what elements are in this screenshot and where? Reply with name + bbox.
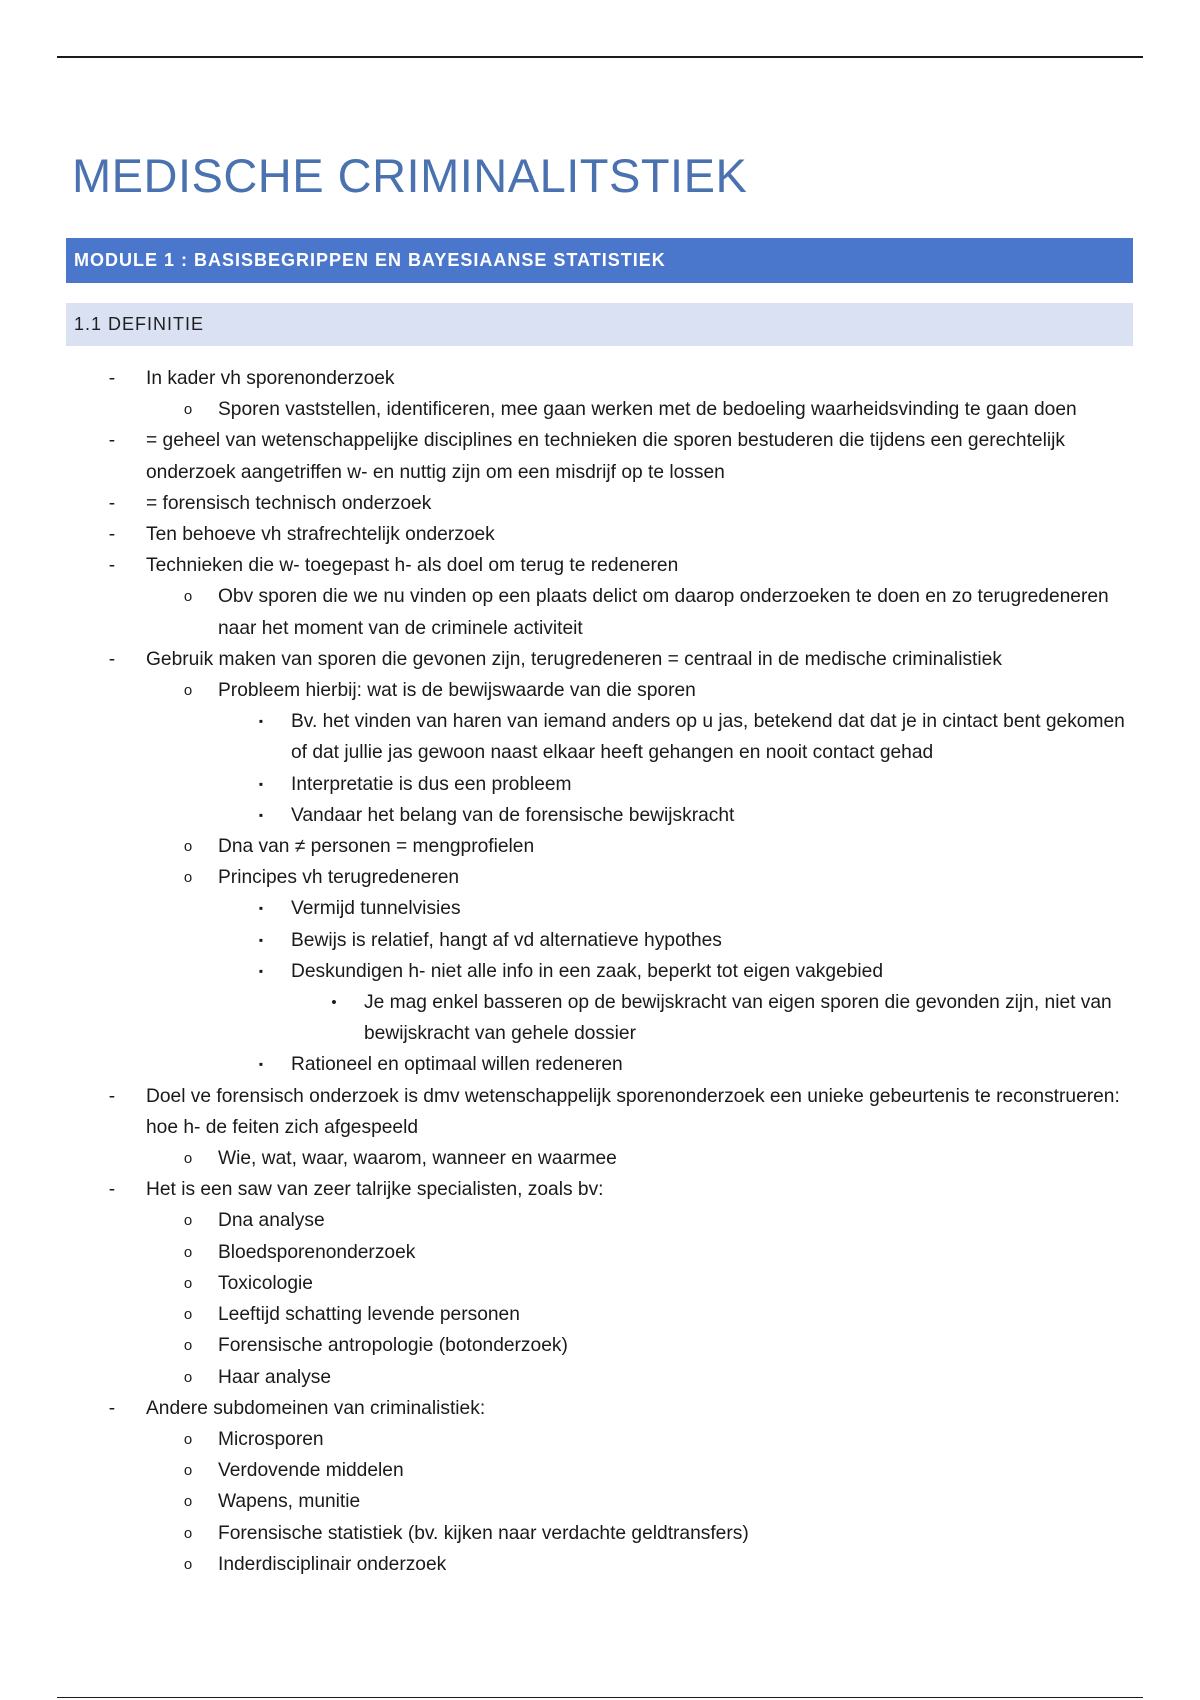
bullet-marker: o	[183, 1524, 193, 1542]
bullet-marker: o	[183, 1368, 193, 1386]
list-item	[0, 644, 1200, 675]
list-item	[0, 862, 1200, 893]
list-item	[0, 1455, 1200, 1486]
bullet-marker: -	[108, 1397, 116, 1419]
module-heading: MODULE 1 : BASISBEGRIPPEN EN BAYESIAANSE STATISTIEK	[66, 238, 1133, 283]
bullet-marker: •	[331, 994, 337, 1012]
bullet-marker: -	[108, 430, 116, 452]
list-item	[0, 394, 1200, 425]
bullet-marker: o	[183, 1243, 193, 1261]
bullet-marker: ▪	[258, 714, 264, 729]
list-item-text: Dna analyse	[218, 1210, 325, 1232]
bullet-marker: -	[108, 492, 116, 514]
bullet-marker: ▪	[258, 932, 264, 947]
list-item-text: Rationeel en optimaal willen redeneren	[291, 1054, 623, 1076]
list-item-text: Bv. het vinden van haren van iemand anders op u jas, betekend dat dat je in cintact bent gekomen of dat jullie jas gewoon naast elkaar heeft gehangen en nooit contact gehad	[291, 711, 1125, 764]
bullet-marker: -	[108, 555, 116, 577]
bullet-marker: ▪	[258, 776, 264, 791]
bullet-marker: o	[183, 1150, 193, 1168]
list-item-text: Je mag enkel basseren op de bewijskracht van eigen sporen die gevonden zijn, niet van bewijskracht van gehele dossier	[364, 992, 1112, 1045]
list-item	[0, 363, 1200, 394]
list-item	[0, 925, 1200, 956]
list-item-text: Obv sporen die we nu vinden op een plaats delict om daarop onderzoeken te doen en zo terugredeneren naar het moment van de criminele activiteit	[218, 586, 1109, 639]
bottom-rule	[57, 1697, 1143, 1698]
bullet-marker: o	[183, 1212, 193, 1230]
list-item	[0, 1518, 1200, 1549]
list-item-text: Deskundigen h- niet alle info in een zaak, beperkt tot eigen vakgebied	[291, 960, 884, 982]
list-item	[0, 1174, 1200, 1205]
bullet-marker: o	[183, 1337, 193, 1355]
list-item-text: = forensisch technisch onderzoek	[146, 492, 432, 514]
list-item	[0, 1205, 1200, 1236]
bullet-marker: o	[183, 1430, 193, 1448]
list-item-text: Microsporen	[218, 1428, 324, 1450]
bullet-marker: o	[183, 1306, 193, 1324]
list-item-text: Haar analyse	[218, 1366, 332, 1388]
list-item-text: Interpretatie is dus een probleem	[291, 773, 572, 795]
section-heading: 1.1 DEFINITIE	[66, 303, 1133, 346]
list-item	[0, 831, 1200, 862]
bullet-list	[0, 363, 1200, 1580]
list-item-text: = geheel van wetenschappelijke disciplines en technieken die sporen bestuderen die tijdens een gerechtelijk onderzoek aangetriffen w- en nuttig zijn om een misdrijf op te lossen	[146, 430, 1065, 483]
bullet-marker: o	[183, 838, 193, 856]
list-item	[0, 488, 1200, 519]
list-item-text: Het is een saw van zeer talrijke specialisten, zoals bv:	[146, 1179, 604, 1201]
list-item-text: Vandaar het belang van de forensische bewijskracht	[291, 804, 735, 826]
list-item-text: Forensische statistiek (bv. kijken naar verdachte geldtransfers)	[218, 1522, 749, 1544]
list-item	[0, 893, 1200, 924]
list-item-text: Technieken die w- toegepast h- als doel om terug te redeneren	[146, 555, 679, 577]
bullet-marker: o	[183, 1274, 193, 1292]
list-item	[0, 1081, 1200, 1143]
bullet-marker: o	[183, 1462, 193, 1480]
list-item	[0, 1330, 1200, 1361]
document-title: MEDISCHE CRIMINALITSTIEK	[72, 149, 748, 202]
bullet-marker: o	[183, 682, 193, 700]
list-item	[0, 425, 1200, 487]
bullet-marker: ▪	[258, 1057, 264, 1072]
list-item-text: In kader vh sporenonderzoek	[146, 368, 395, 389]
bullet-marker: o	[183, 588, 193, 606]
list-item	[0, 1268, 1200, 1299]
bullet-marker: -	[108, 648, 116, 670]
list-item	[0, 1424, 1200, 1455]
bullet-marker: ▪	[258, 963, 264, 978]
list-item	[0, 1549, 1200, 1580]
bullet-marker: o	[183, 401, 193, 419]
list-item-text: Vermijd tunnelvisies	[291, 898, 461, 920]
list-item-text: Gebruik maken van sporen die gevonen zijn, terugredeneren = centraal in de medische criminalistiek	[146, 648, 1002, 670]
bullet-marker: -	[108, 368, 116, 389]
list-item-text: Sporen vaststellen, identificeren, mee gaan werken met de bedoeling waarheidsvinding te gaan doen	[218, 399, 1077, 421]
list-item	[0, 1237, 1200, 1268]
list-item	[0, 519, 1200, 550]
list-item-text: Andere subdomeinen van criminalistiek:	[146, 1397, 486, 1419]
list-item	[0, 800, 1200, 831]
list-item-text: Toxicologie	[218, 1272, 313, 1294]
list-item-text: Inderdisciplinair onderzoek	[218, 1553, 447, 1575]
list-item-text: Probleem hierbij: wat is de bewijswaarde van die sporen	[218, 680, 696, 702]
list-item-text: Leeftijd schatting levende personen	[218, 1304, 520, 1326]
bullet-marker: o	[183, 1555, 193, 1573]
list-item-text: Bloedsporenonderzoek	[218, 1241, 416, 1263]
list-item-text: Wie, wat, waar, waarom, wanneer en waarmee	[218, 1148, 617, 1170]
list-item	[0, 1362, 1200, 1393]
list-item-text: Verdovende middelen	[218, 1460, 404, 1482]
bullet-marker: o	[183, 1493, 193, 1511]
top-rule	[57, 56, 1143, 58]
list-item	[0, 1299, 1200, 1330]
bullet-marker: ▪	[258, 901, 264, 916]
list-item-text: Forensische antropologie (botonderzoek)	[218, 1335, 568, 1357]
list-item	[0, 706, 1200, 768]
list-item	[0, 1393, 1200, 1424]
list-item-text: Ten behoeve vh strafrechtelijk onderzoek	[146, 524, 495, 546]
list-item	[0, 1049, 1200, 1080]
bullet-marker: -	[108, 524, 116, 546]
list-item-text: Wapens, munitie	[218, 1491, 361, 1513]
list-item-text: Doel ve forensisch onderzoek is dmv wetenschappelijk sporenonderzoek een unieke gebeurtenis te reconstrueren: hoe h- de feiten zich afgespeeld	[146, 1085, 1120, 1138]
list-item	[0, 581, 1200, 643]
list-item	[0, 956, 1200, 987]
bullet-marker: o	[183, 869, 193, 887]
list-item	[0, 769, 1200, 800]
list-item	[0, 550, 1200, 581]
bullet-marker: ▪	[258, 807, 264, 822]
list-item	[0, 675, 1200, 706]
bullet-marker: -	[108, 1085, 116, 1107]
list-item	[0, 987, 1200, 1049]
list-item-text: Principes vh terugredeneren	[218, 867, 460, 889]
bullet-marker: -	[108, 1179, 116, 1201]
list-item-text: Bewijs is relatief, hangt af vd alternatieve hypothes	[291, 929, 722, 951]
list-item	[0, 1143, 1200, 1174]
list-item	[0, 1486, 1200, 1517]
list-item-text: Dna van ≠ personen = mengprofielen	[218, 836, 535, 858]
